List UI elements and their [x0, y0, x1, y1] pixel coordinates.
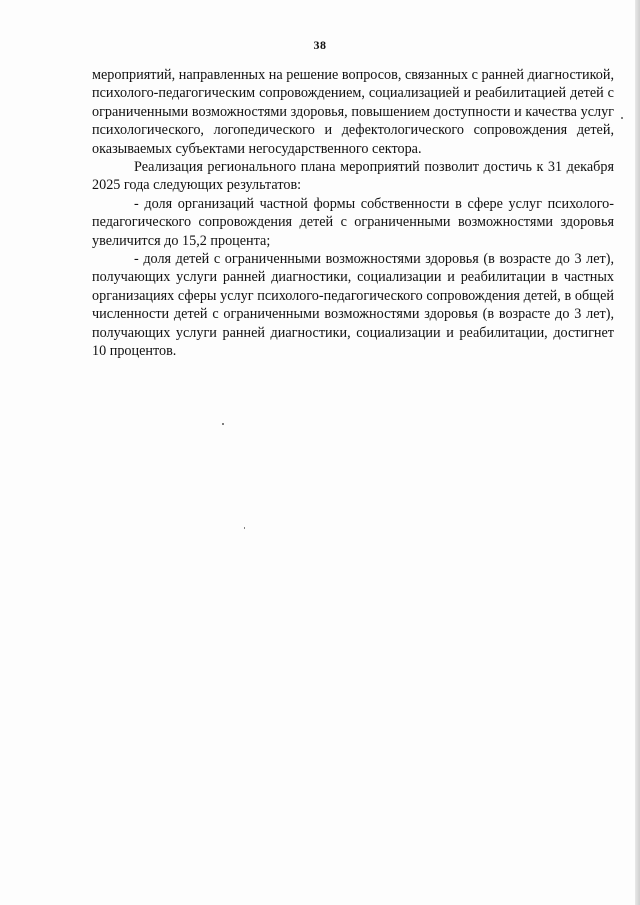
- page-number: 38: [313, 38, 327, 52]
- paragraph-result-children-share: - доля детей с ограниченными возможностями здоровья (в возрасте до 3 лет), получающих услуги ранней диагностики, социализации и реабилитации в частных организациях сферы услуг психолого-педагогического сопровождения детей, в общей численности детей с ограниченными возможностями здоровья (в возрасте до 3 лет), получающих услуги ранней диагностики, социализации и реабилитации, достигнет 10 процентов.: [92, 251, 614, 360]
- paragraph-result-private-organizations: - доля организаций частной формы собственности в сфере услуг психолого-педагогического сопровождения детей с ограниченными возможностями здоровья увеличится до 15,2 процента;: [92, 195, 614, 249]
- scan-speck: [222, 423, 224, 425]
- page-body: [92, 66, 614, 361]
- scan-speck: [244, 527, 245, 529]
- page-edge-shadow: [635, 0, 640, 905]
- paragraph-results-intro: Реализация регионального плана мероприятий позволит достичь к 31 декабря 2025 года следующих результатов:: [92, 159, 614, 194]
- paragraph-continuation: мероприятий, направленных на решение вопросов, связанных с ранней диагностикой, психолого-педагогическим сопровождением, социализацией и реабилитацией детей с ограниченными возможностями здоровья, повышением доступности и качества услуг психологического, логопедического и дефектологического сопровождения детей, оказываемых субъектами негосударственного сектора.: [92, 67, 614, 157]
- scan-speck: [621, 117, 623, 119]
